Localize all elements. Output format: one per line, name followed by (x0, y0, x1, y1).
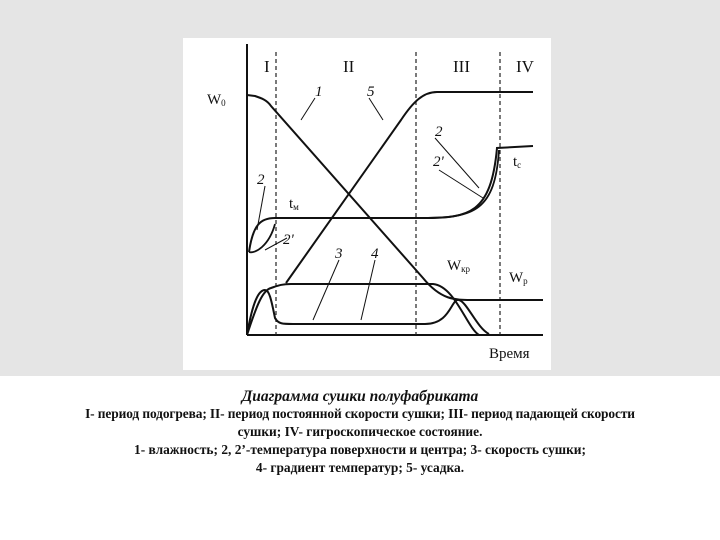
period-label-4: IV (516, 57, 534, 76)
label-curve-3: 3 (335, 246, 343, 262)
caption-title: Диаграмма сушки полуфабриката (241, 388, 479, 405)
diagram-svg (183, 38, 551, 370)
label-curve-2p-left: 2' (283, 232, 294, 248)
label-wp: Wр (509, 270, 528, 286)
pointer-4 (361, 260, 375, 320)
pointer-5 (369, 98, 383, 120)
label-curve-5: 5 (367, 84, 375, 100)
label-wkr: Wкр (447, 258, 471, 274)
pointer-1 (301, 98, 315, 120)
label-w0: W0 (207, 92, 226, 108)
label-tc: tc (513, 154, 522, 170)
caption-line-1: I- период подогрева; II- период постоянной скорости сушки; III- период падающей скорости (85, 406, 635, 421)
caption-line-3: 1- влажность; 2, 2’-температура поверхности и центра; 3- скорость сушки; (134, 442, 586, 457)
period-label-1: I (264, 57, 270, 76)
period-label-2: II (343, 57, 355, 76)
pointer-3 (313, 260, 339, 320)
pointer-2-left (257, 186, 265, 230)
label-curve-4: 4 (371, 246, 379, 262)
caption-line-2: сушки; IV- гигроскопическое состояние. (237, 424, 483, 439)
x-axis-label: Время (489, 346, 530, 362)
curve-5-shrinkage (286, 92, 533, 283)
label-tm: tм (289, 196, 299, 212)
label-curve-2p: 2' (433, 154, 444, 170)
label-curve-1: 1 (315, 84, 323, 100)
pointer-2p (439, 170, 483, 198)
period-label-3: III (453, 57, 470, 76)
drying-diagram (183, 38, 551, 370)
caption-line-4: 4- градиент температур; 5- усадка. (255, 460, 465, 475)
label-curve-2: 2 (435, 124, 443, 140)
label-curve-2-left: 2 (257, 172, 265, 188)
